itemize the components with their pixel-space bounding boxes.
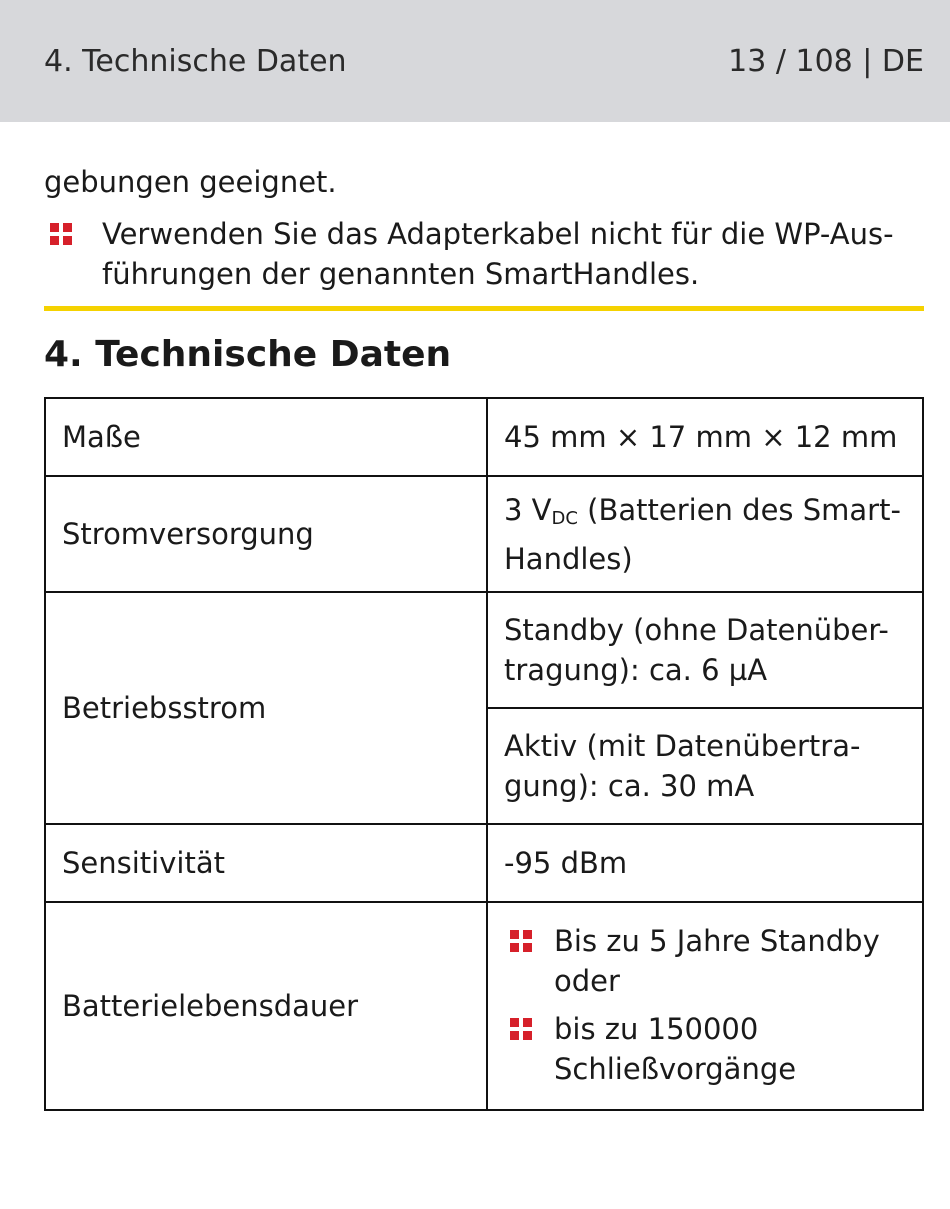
technical-data-table (44, 397, 924, 1111)
label-betriebsstrom: Betriebsstrom (45, 592, 487, 824)
section-heading: 4. Technische Daten (44, 334, 452, 375)
label-batterielebensdauer: Batterielebensdauer (45, 902, 487, 1110)
page-content (0, 162, 950, 1111)
value-standby: Standby (ohne Datenüber- tragung): ca. 6 µA (487, 592, 923, 708)
warning-bullet (44, 214, 924, 294)
value-stromversorgung: 3 $V_{DC}$ (Batterien des Smart- Handles) (487, 476, 923, 592)
table-row (45, 824, 923, 902)
table-row (45, 476, 923, 592)
page-header (0, 0, 950, 122)
red-grid-bullet-icon (510, 930, 532, 952)
red-grid-bullet-icon (510, 1018, 532, 1040)
red-grid-bullet-icon (50, 223, 72, 245)
header-section-title: 4. Technische Daten (44, 43, 347, 79)
value-aktiv: Aktiv (mit Datenübertra- gung): ca. 30 mA (487, 708, 923, 824)
table-row (45, 592, 923, 708)
list-item: bis zu 150000 Schließvorgänge (504, 1009, 906, 1089)
list-item: Bis zu 5 Jahre Standby oder (504, 921, 906, 1001)
value-batterielebensdauer (487, 902, 923, 1110)
table-row (45, 398, 923, 476)
warning-bullet-text: Verwenden Sie das Adapterkabel nicht für die WP-Aus- führungen der genannten SmartHandles. (102, 217, 894, 291)
header-page-info: 13 / 108 | DE (728, 43, 924, 79)
value-sensitivitaet: -95 dBm (487, 824, 923, 902)
section-divider (44, 306, 924, 311)
label-stromversorgung: Stromversorgung (45, 476, 487, 592)
value-masse: 45 mm × 17 mm × 12 mm (487, 398, 923, 476)
label-masse: Maße (45, 398, 487, 476)
table-row (45, 902, 923, 1110)
label-sensitivitaet: Sensitivität (45, 824, 487, 902)
continued-paragraph: gebungen geeignet. (44, 165, 337, 199)
